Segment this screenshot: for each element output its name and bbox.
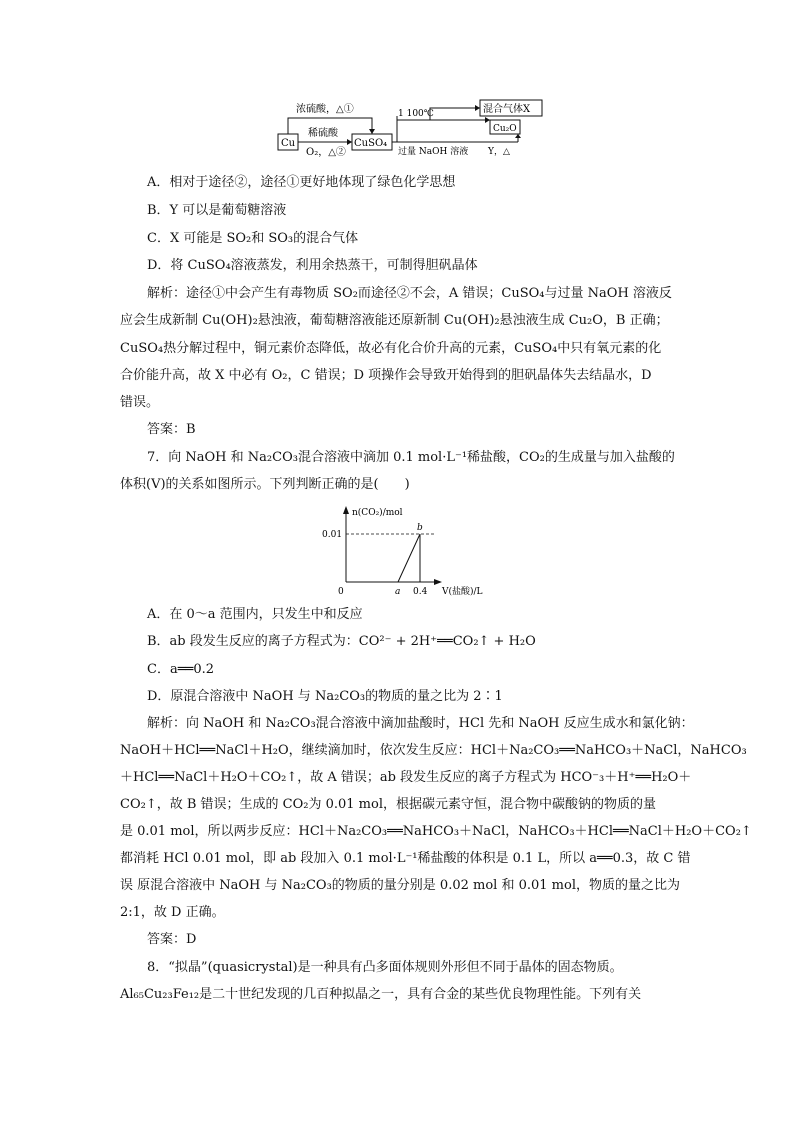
y-axis-label: n(CO₂)/mol [352, 508, 403, 518]
y-axis-arrowhead [343, 506, 349, 514]
q6-option-d: D．将 CuSO₄溶液蒸发，利用余热蒸干，可制得胆矾晶体 [147, 258, 478, 273]
origin-label: 0 [338, 587, 344, 597]
q7-explanation-line: 都消耗 HCl 0.01 mol，即 ab 段加入 0.1 mol·L⁻¹稀盐酸的体积是 0.1 L，所以 a══0.3，故 C 错 [120, 851, 691, 866]
q7-explanation-line: CO₂↑，故 B 错误；生成的 CO₂为 0.01 mol，根据碳元素守恒，混合物中碳酸钠的物质的量 [120, 797, 656, 812]
q6-option-c: C．X 可能是 SO₂和 SO₃的混合气体 [147, 231, 359, 246]
temp-label: 1 100℃ [398, 109, 434, 119]
q7-option-b: B．ab 段发生反应的离子方程式为：CO²⁻ + 2H⁺══CO₂↑ + H₂O [147, 634, 536, 649]
x-tick-a: a [395, 587, 401, 597]
q6-option-a: A．相对于途径②，途径①更好地体现了绿色化学思想 [147, 175, 456, 190]
q7-explanation-line: 2:1，故 D 正确。 [120, 905, 225, 920]
q7-explanation-line: 是 0.01 mol，所以两步反应：HCl＋Na₂CO₃══NaHCO₃＋NaCl，NaHCO₃＋HCl══NaCl＋H₂O＋CO₂↑ [120, 824, 752, 839]
to-x-arrow [430, 108, 480, 120]
q7-stem-line: 体积(V)的关系如图所示。下列判断正确的是( ) [120, 477, 410, 492]
q6-explanation-line: 错误。 [120, 395, 160, 410]
x-tick-04: 0.4 [413, 587, 428, 597]
q8-stem-line: Al₆₅Cu₂₃Fe₁₂是二十世纪发现的几百种拟晶之一，具有合金的某些优良物理性能。下列有关 [120, 987, 642, 1002]
route2-top-label: 稀硫酸 [308, 128, 338, 139]
q7-explanation-line: NaOH＋HCl══NaCl＋H₂O，继续滴加时，依次发生反应：HCl＋Na₂CO₃══NaHCO₃＋NaCl，NaHCO₃ [120, 743, 747, 758]
q6-explanation-line: 解析：途径①中会产生有毒物质 SO₂而途径②不会，A 错误；CuSO₄与过量 NaOH 溶液反 [147, 286, 672, 301]
cu-label: Cu [281, 138, 296, 149]
q7-explanation-line: 误 原混合溶液中 NaOH 与 Na₂CO₃的物质的量分别是 0.02 mol 和 0.01 mol，物质的量之比为 [120, 878, 680, 893]
q8-stem-line: 8．“拟晶”(quasicrystal)是一种具有凸多面体规则外形但不同于晶体的固态物质。 [147, 960, 623, 975]
q7-answer: 答案：D [147, 932, 197, 947]
x-axis-label: V(盐酸)/L [442, 587, 483, 597]
q6-answer: 答案：B [147, 422, 196, 437]
q7-explanation-line: 解析：向 NaOH 和 Na₂CO₃混合溶液中滴加盐酸时，HCl 先和 NaOH 反应生成水和氯化钠： [147, 716, 694, 731]
x-label: 混合气体X [483, 104, 531, 115]
naoh-arrowhead [515, 134, 521, 138]
route1-arrowhead [369, 129, 375, 134]
q7-stem-line: 7．向 NaOH 和 Na₂CO₃混合溶液中滴加 0.1 mol·L⁻¹稀盐酸，CO₂的生成量与加入盐酸的 [147, 450, 675, 465]
q7-explanation-line: ＋HCl══NaCl＋H₂O＋CO₂↑，故 A 错误；ab 段发生反应的离子方程式为 HCO⁻₃＋H⁺══H₂O＋ [120, 770, 692, 785]
naoh-label: 过量 NaOH 溶液 [398, 147, 469, 157]
cu2o-label: Cu₂O [493, 124, 517, 134]
q6-option-b: B．Y 可以是葡萄糖溶液 [147, 203, 287, 218]
y-tick-label: 0.01 [322, 530, 343, 540]
cuso4-label: CuSO₄ [354, 138, 388, 149]
co2-volume-graph [320, 502, 500, 602]
point-b-label: b [417, 523, 423, 533]
y-label: Y，△ [488, 147, 510, 157]
co2-curve [398, 534, 420, 582]
q6-explanation-line: 应会生成新制 Cu(OH)₂悬浊液，葡萄糖溶液能还原新制 Cu(OH)₂悬浊液生成 Cu₂O，B 正确； [120, 313, 669, 328]
route1-label: 浓硫酸，△① [296, 104, 354, 115]
x-axis-arrowhead [434, 579, 442, 585]
q7-option-c: C．a══0.2 [147, 662, 215, 677]
to-x-arrowhead [475, 105, 480, 111]
route2-bottom-label: O₂，△② [306, 147, 346, 158]
q7-option-d: D．原混合溶液中 NaOH 与 Na₂CO₃的物质的量之比为 2∶1 [147, 689, 503, 704]
reaction-flowchart [270, 96, 560, 162]
to-cu2o-arrowhead [485, 117, 490, 123]
q6-explanation-line: 合价能升高，故 X 中必有 O₂，C 错误；D 项操作会导致开始得到的胆矾晶体失去结晶水，D [120, 368, 652, 383]
route2-arrowhead [347, 139, 352, 145]
q7-option-a: A．在 0～a 范围内，只发生中和反应 [147, 607, 363, 622]
q6-explanation-line: CuSO₄热分解过程中，铜元素价态降低，故必有化合价升高的元素，CuSO₄中只有氧元素的化 [120, 341, 662, 356]
